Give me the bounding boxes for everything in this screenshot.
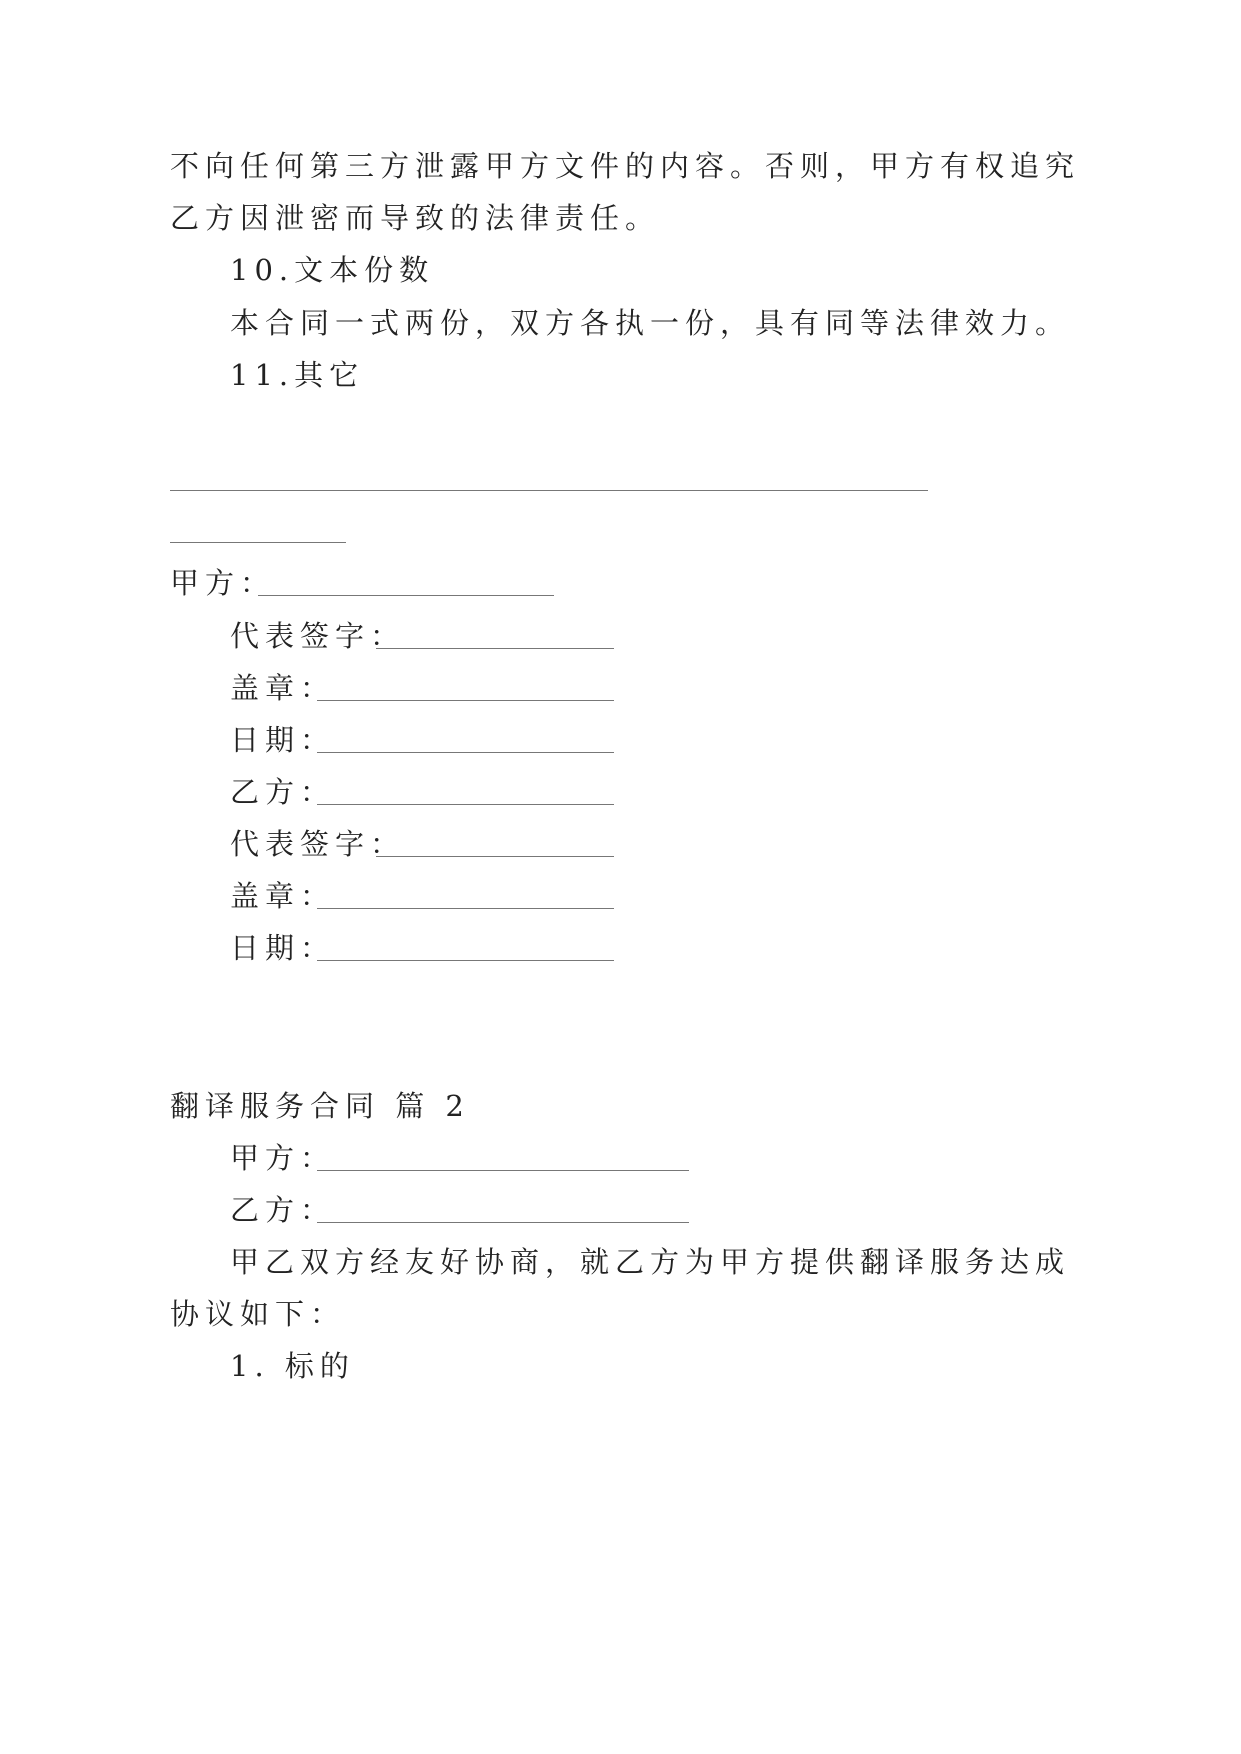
- date-b-blank: [317, 960, 614, 961]
- seal-a-label: 盖章：: [230, 671, 336, 705]
- rep-sign-b-label: 代表签字：: [230, 827, 406, 861]
- date-a-label: 日期：: [230, 723, 336, 757]
- party-b-blank: [317, 804, 614, 805]
- party-b-label: 乙方：: [230, 775, 336, 809]
- clause-10-text: 本合同一式两份，双方各执一份，具有同等法律效力。: [230, 306, 1071, 340]
- confidentiality-text-line-1: 不向任何第三方泄露甲方文件的内容。否则，甲方有权追究: [170, 149, 1081, 183]
- party-a-label: 甲方：: [170, 566, 276, 600]
- blank-line-other-1: [170, 490, 928, 491]
- date-b-label: 日期：: [230, 931, 336, 965]
- rep-sign-a-blank: [376, 648, 614, 649]
- seal-a-blank: [317, 700, 614, 701]
- section-2-item-1: 1. 标的: [230, 1349, 355, 1383]
- section-2-title: 翻译服务合同 篇 2: [170, 1089, 470, 1123]
- section-2-party-b-blank: [317, 1222, 689, 1223]
- seal-b-blank: [317, 908, 614, 909]
- section-2-party-a-label: 甲方：: [230, 1141, 336, 1175]
- seal-b-label: 盖章：: [230, 879, 336, 913]
- confidentiality-text-line-2: 乙方因泄密而导致的法律责任。: [170, 201, 661, 235]
- clause-11-heading: 11.其它: [230, 358, 365, 392]
- section-2-intro-line-1: 甲乙双方经友好协商，就乙方为甲方提供翻译服务达成: [230, 1245, 1071, 1279]
- rep-sign-b-blank: [376, 856, 614, 857]
- section-2-party-b-label: 乙方：: [230, 1193, 336, 1227]
- date-a-blank: [317, 752, 614, 753]
- blank-line-other-2: [170, 542, 346, 543]
- party-a-blank: [258, 595, 554, 596]
- rep-sign-a-label: 代表签字：: [230, 619, 406, 653]
- section-2-party-a-blank: [317, 1170, 689, 1171]
- section-2-intro-line-2: 协议如下：: [170, 1297, 346, 1331]
- clause-10-heading: 10.文本份数: [230, 253, 435, 287]
